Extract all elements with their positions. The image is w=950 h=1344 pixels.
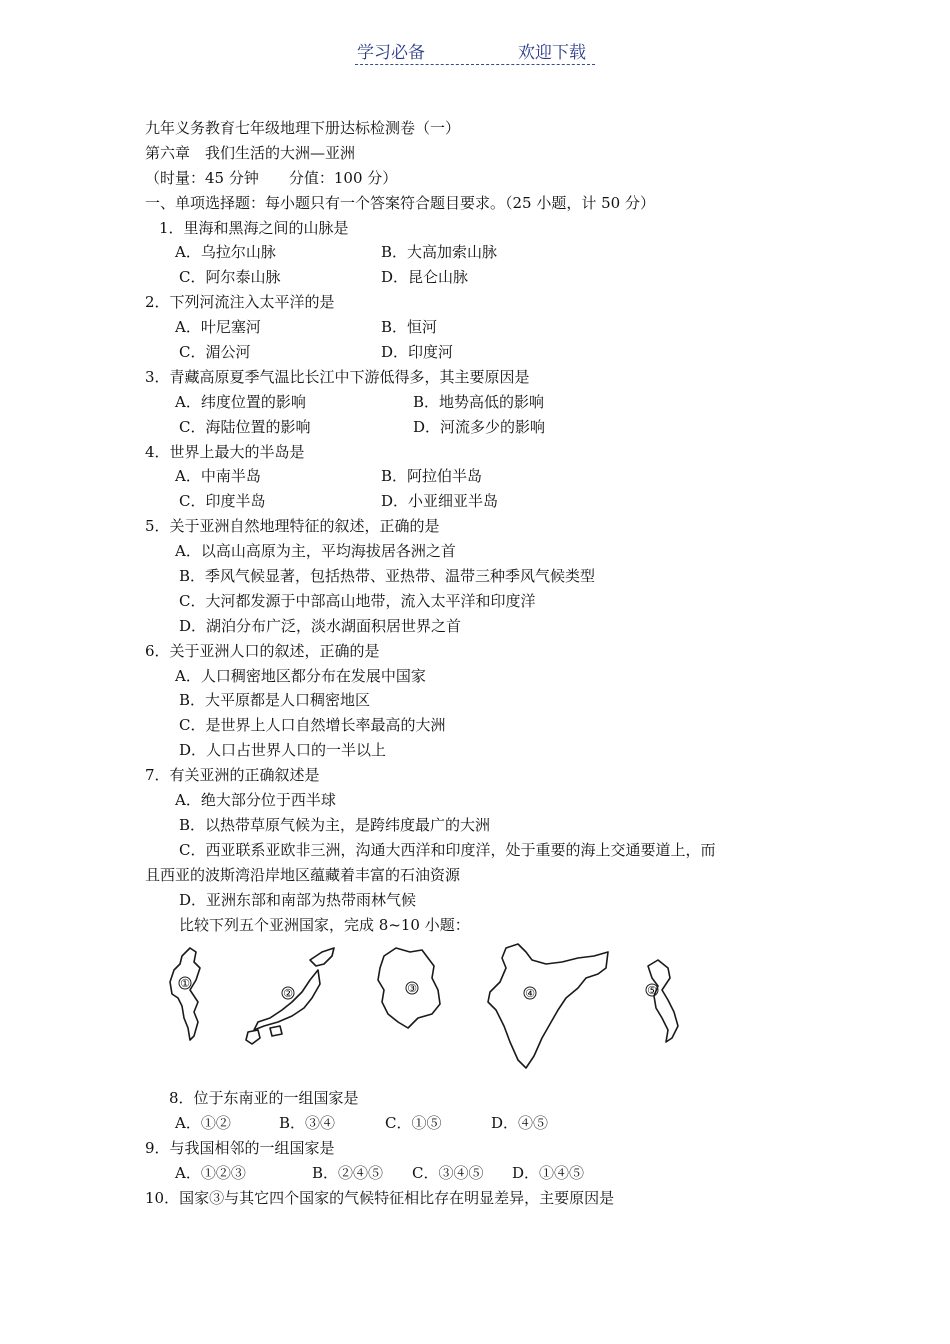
option-c: C．西亚联系亚欧非三洲，沟通大西洋和印度洋，处于重要的海上交通要道上，而 bbox=[179, 840, 716, 859]
option-a: A．乌拉尔山脉 bbox=[175, 243, 276, 262]
question-stem: 9．与我国相邻的一组国家是 bbox=[145, 1138, 335, 1157]
question-stem: 4．世界上最大的半岛是 bbox=[145, 442, 305, 461]
option-b: B．地势高低的影响 bbox=[413, 392, 545, 411]
question-stem: 2．下列河流注入太平洋的是 bbox=[145, 293, 335, 312]
question-stem: 3．青藏高原夏季气温比长江中下游低得多，其主要原因是 bbox=[145, 367, 530, 386]
option-c: C．阿尔泰山脉 bbox=[179, 268, 281, 287]
option-d: D．④⑤ bbox=[491, 1113, 549, 1132]
section-heading: 一、单项选择题：每小题只有一个答案符合题目要求。（25 小题，计 50 分） bbox=[145, 193, 655, 212]
question-stem: 6．关于亚洲人口的叙述，正确的是 bbox=[145, 641, 380, 660]
question-stem: 7．有关亚洲的正确叙述是 bbox=[145, 766, 320, 785]
option-c: C．是世界上人口自然增长率最高的大洲 bbox=[179, 716, 446, 735]
option-a: A．①②③ bbox=[175, 1163, 246, 1182]
exam-title: 九年义务教育七年级地理下册达标检测卷（一） bbox=[145, 119, 461, 137]
question-stem: 1．里海和黑海之间的山脉是 bbox=[159, 218, 349, 237]
question-stem: 5．关于亚洲自然地理特征的叙述，正确的是 bbox=[145, 517, 440, 536]
option-c: C．①⑤ bbox=[385, 1113, 442, 1132]
option-c: C．海陆位置的影响 bbox=[179, 417, 311, 436]
exam-content bbox=[145, 116, 825, 937]
country-outline-2-kyushu bbox=[270, 1026, 282, 1036]
option-a: A．纬度位置的影响 bbox=[175, 392, 306, 411]
option-b: B．以热带草原气候为主，是跨纬度最广的大洲 bbox=[179, 815, 491, 834]
question-stem: 10．国家③与其它四个国家的气候特征相比存在明显差异，主要原因是 bbox=[145, 1188, 615, 1207]
country-outline-4 bbox=[488, 944, 608, 1068]
option-b: B．季风气候显著，包括热带、亚热带、温带三种季风气候类型 bbox=[179, 567, 596, 586]
map-number-m1: ① bbox=[180, 977, 190, 990]
option-d: D．人口占世界人口的一半以上 bbox=[179, 741, 387, 760]
option-d: D．小亚细亚半岛 bbox=[381, 492, 499, 511]
option-c-continuation: 且西亚的波斯湾沿岸地区蕴藏着丰富的石油资源 bbox=[145, 865, 461, 884]
option-d: D．亚洲东部和南部为热带雨林气候 bbox=[179, 890, 417, 909]
option-row bbox=[145, 464, 825, 489]
map-number-m3: ③ bbox=[407, 982, 417, 995]
header-left-text: 学习必备 bbox=[357, 43, 425, 63]
option-a: A．绝大部分位于西半球 bbox=[175, 791, 336, 810]
option-b: B．大平原都是人口稠密地区 bbox=[179, 691, 371, 710]
option-d: D．河流多少的影响 bbox=[413, 417, 546, 436]
option-b: B．恒河 bbox=[381, 318, 438, 337]
option-a: A．以高山高原为主，平均海拔居各洲之首 bbox=[175, 542, 456, 561]
option-a: A．人口稠密地区都分布在发展中国家 bbox=[175, 666, 426, 685]
country-outline-2-south bbox=[246, 1030, 260, 1044]
option-row bbox=[145, 415, 825, 440]
option-d: D．湖泊分布广泛，淡水湖面积居世界之首 bbox=[179, 616, 462, 635]
option-c: C．大河都发源于中部高山地带，流入太平洋和印度洋 bbox=[179, 591, 536, 610]
option-row bbox=[145, 340, 825, 365]
exam-time-score: （时量：45 分钟 分值：100 分） bbox=[145, 168, 398, 187]
option-b: B．③④ bbox=[279, 1113, 336, 1132]
map-number-m4: ④ bbox=[525, 987, 535, 1000]
country-outline-5 bbox=[648, 960, 678, 1042]
option-c: C．湄公河 bbox=[179, 343, 251, 362]
option-row bbox=[145, 265, 825, 290]
option-row bbox=[145, 489, 825, 514]
option-row bbox=[145, 240, 825, 265]
maps-instruction: 比较下列五个亚洲国家，完成 8~10 小题： bbox=[179, 915, 470, 934]
option-d: D．①④⑤ bbox=[512, 1163, 585, 1182]
option-b: B．阿拉伯半岛 bbox=[381, 467, 483, 486]
option-b: B．②④⑤ bbox=[312, 1163, 384, 1182]
option-a: A．①② bbox=[175, 1113, 231, 1132]
option-c: C．印度半岛 bbox=[179, 492, 266, 511]
option-d: D．昆仑山脉 bbox=[381, 268, 469, 287]
option-row bbox=[145, 1161, 825, 1186]
option-a: A．叶尼塞河 bbox=[175, 318, 261, 337]
option-d: D．印度河 bbox=[381, 343, 454, 362]
chapter-title: 第六章 我们生活的大洲—亚洲 bbox=[145, 143, 356, 162]
map-number-m2: ② bbox=[283, 987, 293, 1000]
country-outlines bbox=[160, 938, 700, 1076]
option-c: C．③④⑤ bbox=[412, 1163, 484, 1182]
country-outline-2-honshu bbox=[254, 970, 320, 1030]
country-outline-1 bbox=[170, 948, 200, 1040]
option-row bbox=[145, 390, 825, 415]
page-header bbox=[355, 38, 595, 65]
option-a: A．中南半岛 bbox=[175, 467, 261, 486]
option-b: B．大高加索山脉 bbox=[381, 243, 498, 262]
exam-content-lower bbox=[145, 1086, 825, 1210]
header-right-text: 欢迎下载 bbox=[518, 43, 586, 63]
option-row bbox=[145, 315, 825, 340]
question-stem: 8．位于东南亚的一组国家是 bbox=[169, 1089, 359, 1107]
country-maps-figure bbox=[160, 938, 700, 1076]
option-row bbox=[145, 1111, 825, 1136]
map-number-m5: ⑤ bbox=[647, 984, 657, 997]
country-outline-2 bbox=[310, 948, 334, 966]
